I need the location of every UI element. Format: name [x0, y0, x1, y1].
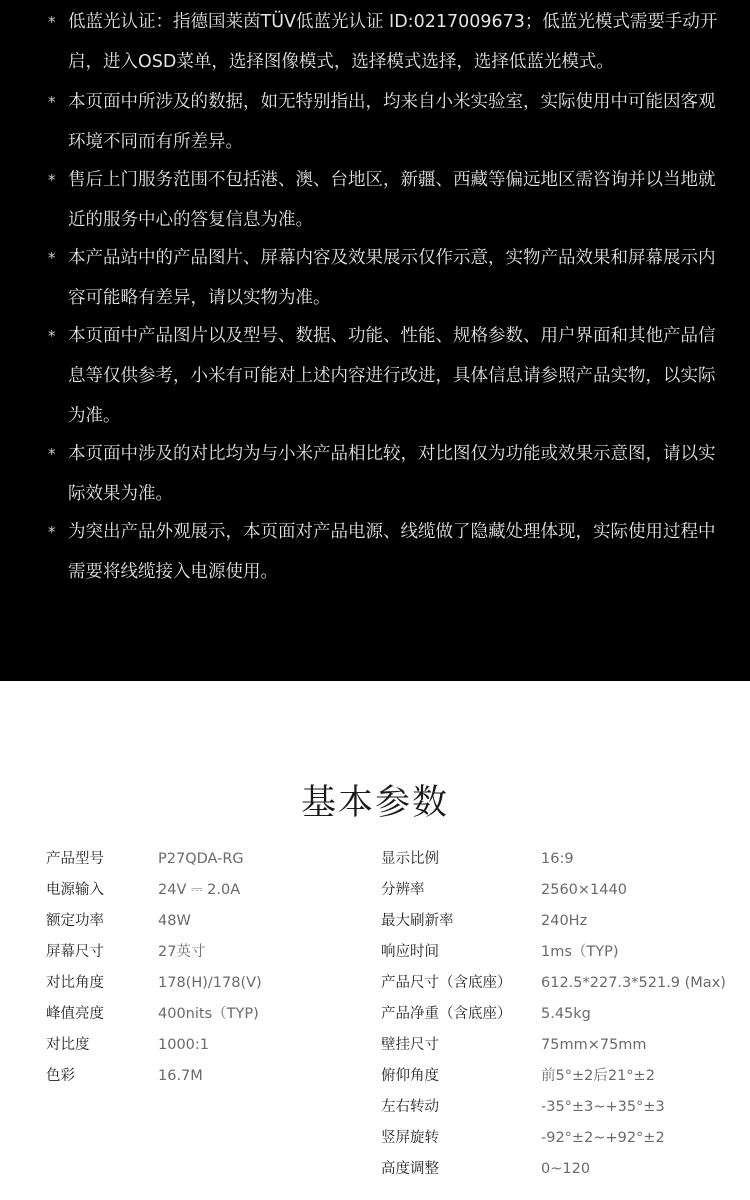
note-text: 本页面中涉及的对比均为与小米产品相比较，对比图仅为功能或效果示意图，请以实际效果为准。: [68, 444, 716, 504]
disclaimer-note: [48, 82, 728, 162]
spec-value: 前5°±2后21°±2: [541, 1068, 655, 1084]
bullet-asterisk: *: [48, 327, 56, 345]
spec-value: 0~120: [541, 1161, 591, 1177]
spec-label: 额定功率: [46, 913, 104, 929]
disclaimer-note: [48, 2, 728, 82]
spec-label: 显示比例: [381, 851, 439, 867]
spec-value: -92°±2~+92°±2: [541, 1130, 665, 1146]
spec-value: 5.45kg: [541, 1006, 591, 1022]
spec-label: 响应时间: [381, 944, 439, 960]
spec-label: 分辨率: [381, 882, 425, 898]
bullet-asterisk: *: [48, 13, 56, 31]
spec-label: 色彩: [46, 1068, 75, 1084]
bullet-asterisk: *: [48, 445, 56, 463]
disclaimer-note: [48, 434, 728, 514]
disclaimer-note: [48, 238, 728, 318]
disclaimer-note: [48, 316, 728, 436]
note-text: 本页面中产品图片以及型号、数据、功能、性能、规格参数、用户界面和其他产品信息等仅供参考，小米有可能对上述内容进行改进，具体信息请参照产品实物，以实际为准。: [68, 326, 716, 426]
spec-value: 240Hz: [541, 913, 588, 929]
spec-value: 16:9: [541, 851, 574, 867]
spec-label: 电源输入: [46, 882, 104, 898]
spec-value: 16.7M: [158, 1068, 203, 1084]
spec-value: P27QDA-RG: [158, 851, 244, 867]
note-text: 为突出产品外观展示，本页面对产品电源、线缆做了隐藏处理体现，实际使用过程中需要将线缆接入电源使用。: [68, 522, 716, 582]
spec-label: 屏幕尺寸: [46, 944, 104, 960]
bullet-asterisk: *: [48, 171, 56, 189]
spec-value: 1000:1: [158, 1037, 210, 1053]
note-text: 本产品站中的产品图片、屏幕内容及效果展示仅作示意，实物产品效果和屏幕展示内容可能略有差异，请以实物为准。: [68, 248, 716, 308]
spec-label: 产品尺寸（含底座）: [381, 975, 512, 991]
spec-label: 高度调整: [381, 1161, 439, 1177]
note-text: 低蓝光认证：指德国莱茵TÜV低蓝光认证 ID:0217009673；低蓝光模式需要手动开启，进入OSD菜单，选择图像模式，选择模式选择，选择低蓝光模式。: [68, 12, 718, 72]
spec-label: 峰值亮度: [46, 1006, 104, 1022]
spec-value: 1ms（TYP): [541, 944, 619, 960]
spec-value: -35°±3~+35°±3: [541, 1099, 665, 1115]
bullet-asterisk: *: [48, 523, 56, 541]
bullet-asterisk: *: [48, 93, 56, 111]
disclaimer-note: [48, 512, 728, 592]
spec-value: 612.5*227.3*521.9 (Max): [541, 975, 726, 991]
spec-label: 对比度: [46, 1037, 90, 1053]
specs-title: 基本参数: [300, 783, 449, 823]
spec-label: 竖屏旋转: [381, 1130, 439, 1146]
disclaimer-note: [48, 160, 728, 240]
spec-label: 壁挂尺寸: [381, 1037, 439, 1053]
bullet-asterisk: *: [48, 249, 56, 267]
spec-value: 178(H)/178(V): [158, 975, 262, 991]
spec-value: 27英寸: [158, 944, 206, 960]
spec-label: 对比角度: [46, 975, 104, 991]
spec-value: 75mm×75mm: [541, 1037, 647, 1053]
spec-value: 400nits（TYP): [158, 1006, 259, 1022]
spec-label: 产品型号: [46, 851, 104, 867]
spec-label: 俯仰角度: [381, 1068, 439, 1084]
spec-label: 左右转动: [381, 1099, 439, 1115]
spec-label: 最大刷新率: [381, 913, 454, 929]
note-text: 售后上门服务范围不包括港、澳、台地区，新疆、西藏等偏远地区需咨询并以当地就近的服务中心的答复信息为准。: [68, 170, 716, 230]
specs-section: [0, 681, 750, 1200]
spec-label: 产品净重（含底座）: [381, 1006, 512, 1022]
note-text: 本页面中所涉及的数据，如无特别指出，均来自小米实验室，实际使用中可能因客观环境不同而有所差异。: [68, 92, 716, 152]
spec-value: 24V ⎓ 2.0A: [158, 882, 241, 898]
spec-value: 2560×1440: [541, 882, 627, 898]
spec-value: 48W: [158, 913, 191, 929]
